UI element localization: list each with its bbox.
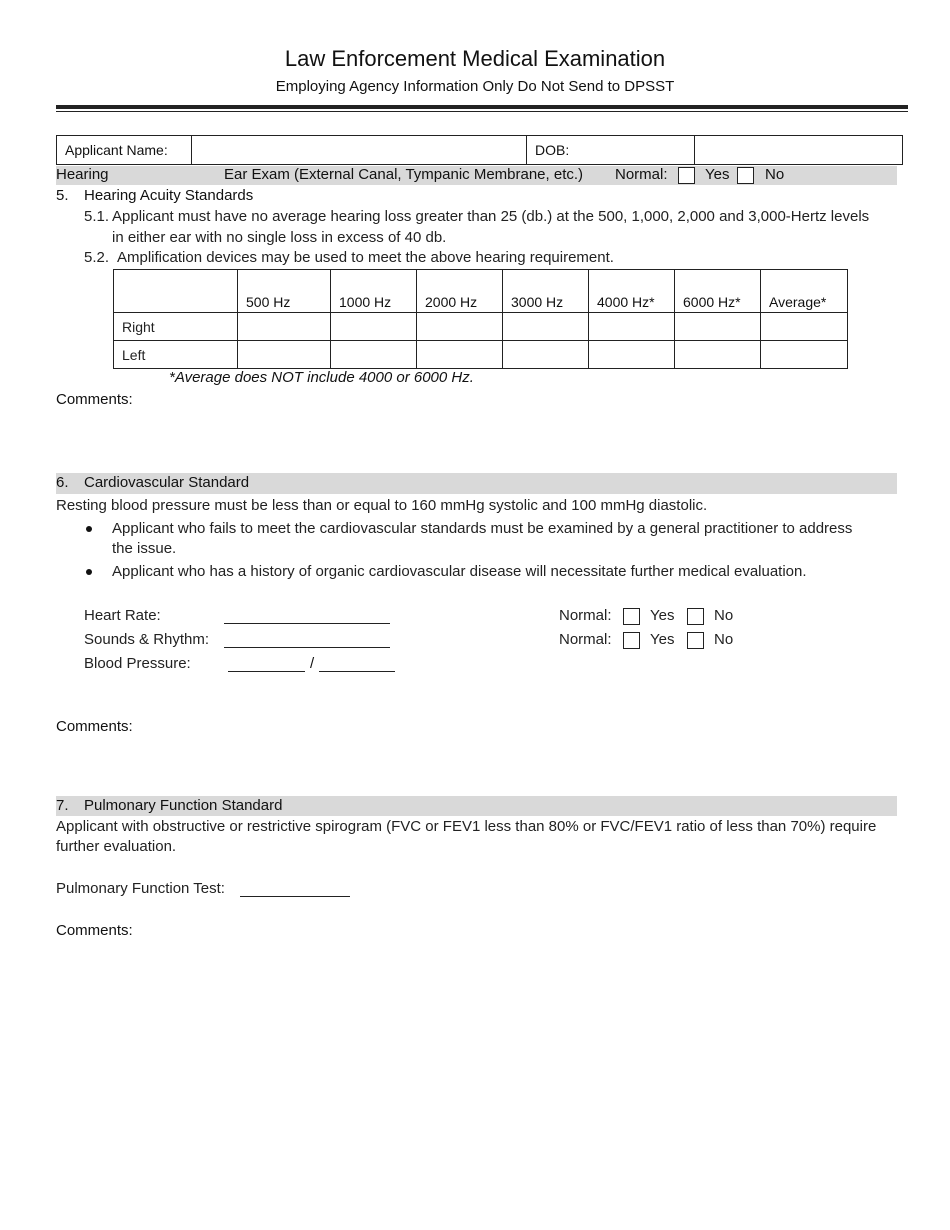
cardio-comments-label: Comments: <box>56 718 133 735</box>
heart-rate-no-checkbox[interactable] <box>687 608 704 625</box>
ear-exam-no-label: No <box>765 166 785 183</box>
sounds-yes-label: Yes <box>650 631 675 648</box>
page-title: Law Enforcement Medical Examination <box>284 46 666 71</box>
section5-item2-text: Amplification devices may be used to meet the above hearing requirement. <box>117 249 614 266</box>
table-cell-input[interactable] <box>417 341 503 369</box>
table-cell-input[interactable] <box>331 313 417 341</box>
row-label-left: Left <box>114 341 238 369</box>
hearing-frequency-table <box>113 269 848 369</box>
table-cell-input[interactable] <box>417 313 503 341</box>
dob-label: DOB: <box>527 136 695 164</box>
section7-number: 7. <box>56 797 69 814</box>
sounds-no-checkbox[interactable] <box>687 632 704 649</box>
section5-title: Hearing Acuity Standards <box>84 187 254 204</box>
bullet-icon <box>86 569 92 575</box>
table-cell-input[interactable] <box>761 341 848 369</box>
sounds-rhythm-field[interactable] <box>224 647 390 648</box>
heart-rate-label: Heart Rate: <box>84 607 161 624</box>
section5-item1-line1: Applicant must have no average hearing loss greater than 25 (db.) at the 500, 1,000, 2,000 and 3,000-Hertz levels <box>112 208 870 225</box>
section7-title: Pulmonary Function Standard <box>84 797 283 814</box>
table-cell-input[interactable] <box>589 313 675 341</box>
table-cell-input[interactable] <box>503 341 589 369</box>
section6-bullet1-line1: Applicant who fails to meet the cardiovascular standards must be examined by a general practitioner to address <box>112 520 853 537</box>
table-cell-input[interactable] <box>503 313 589 341</box>
table-header-cell: Average* <box>761 270 848 313</box>
sounds-normal-label: Normal: <box>559 631 612 648</box>
hearing-comments-label: Comments: <box>56 391 133 408</box>
table-cell-input[interactable] <box>675 341 761 369</box>
table-header-cell: 2000 Hz <box>417 270 503 313</box>
table-header-cell: 4000 Hz* <box>589 270 675 313</box>
heart-rate-yes-label: Yes <box>650 607 675 624</box>
header-rule-thick <box>56 105 908 109</box>
table-header-cell <box>114 270 238 313</box>
heart-rate-field[interactable] <box>224 623 390 624</box>
dob-field[interactable] <box>695 136 902 164</box>
section5-item2-number: 5.2. <box>84 249 110 266</box>
hearing-footnote: *Average does NOT include 4000 or 6000 Hz. <box>169 369 474 386</box>
sounds-rhythm-label: Sounds & Rhythm: <box>84 631 210 648</box>
heart-rate-normal-label: Normal: <box>559 607 612 624</box>
bp-systolic-field[interactable] <box>228 671 305 672</box>
blood-pressure-label: Blood Pressure: <box>84 655 191 672</box>
table-header-cell: 6000 Hz* <box>675 270 761 313</box>
heart-rate-yes-checkbox[interactable] <box>623 608 640 625</box>
applicant-name-label: Applicant Name: <box>57 136 192 164</box>
section7-intro-line1: Applicant with obstructive or restrictive spirogram (FVC or FEV1 less than 80% or FVC/FEV1 ratio of less than 70%) require <box>56 818 877 835</box>
sounds-yes-checkbox[interactable] <box>623 632 640 649</box>
pft-label: Pulmonary Function Test: <box>56 880 225 897</box>
section7-intro-line2: further evaluation. <box>56 838 177 855</box>
header-rule-thin <box>56 111 908 112</box>
ear-exam-label: Ear Exam (External Canal, Tympanic Membrane, etc.) <box>224 166 584 183</box>
table-header-row <box>114 270 848 313</box>
section6-bullet1-line2: the issue. <box>112 540 177 557</box>
table-header-cell: 3000 Hz <box>503 270 589 313</box>
section6-intro: Resting blood pressure must be less than or equal to 160 mmHg systolic and 100 mmHg diastolic. <box>56 497 708 514</box>
table-header-cell: 1000 Hz <box>331 270 417 313</box>
bullet-icon <box>86 526 92 532</box>
ear-exam-yes-checkbox[interactable] <box>678 167 695 184</box>
table-cell-input[interactable] <box>589 341 675 369</box>
row-label-right: Right <box>114 313 238 341</box>
table-cell-input[interactable] <box>238 341 331 369</box>
section6-number: 6. <box>56 474 69 491</box>
table-cell-input[interactable] <box>331 341 417 369</box>
section5-number: 5. <box>56 187 69 204</box>
heart-rate-no-label: No <box>714 607 734 624</box>
section6-bullet2: Applicant who has a history of organic cardiovascular disease will necessitate further medical evaluation. <box>112 563 807 580</box>
table-cell-input[interactable] <box>761 313 848 341</box>
ear-exam-yes-label: Yes <box>705 166 730 183</box>
sounds-no-label: No <box>714 631 734 648</box>
hearing-label: Hearing <box>56 166 109 183</box>
table-row <box>114 341 848 369</box>
ear-exam-normal-label: Normal: <box>615 166 668 183</box>
table-cell-input[interactable] <box>675 313 761 341</box>
table-cell-input[interactable] <box>238 313 331 341</box>
section5-item1-line2: in either ear with no single loss in excess of 40 db. <box>112 229 447 246</box>
applicant-info-table <box>56 135 903 165</box>
table-header-cell: 500 Hz <box>238 270 331 313</box>
table-row <box>114 313 848 341</box>
section5-item1-number: 5.1. <box>84 208 110 225</box>
ear-exam-no-checkbox[interactable] <box>737 167 754 184</box>
pft-field[interactable] <box>240 896 350 897</box>
section6-title: Cardiovascular Standard <box>84 474 250 491</box>
pulmonary-comments-label: Comments: <box>56 922 133 939</box>
bp-separator: / <box>310 655 315 672</box>
page-subtitle: Employing Agency Information Only Do Not Send to DPSST <box>275 78 675 95</box>
applicant-name-field[interactable] <box>192 136 527 164</box>
bp-diastolic-field[interactable] <box>319 671 395 672</box>
